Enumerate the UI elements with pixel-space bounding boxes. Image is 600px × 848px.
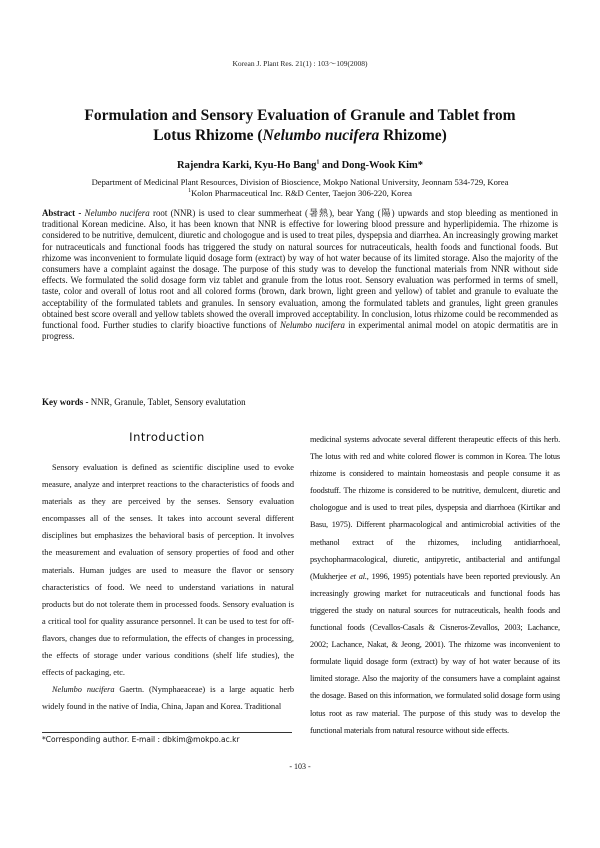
author-list: Rajendra Karki, Kyu-Ho Bang$^1$ and Dong-Wook Kim* — [176, 159, 423, 171]
corresponding-author-footnote: *Corresponding author. E-mail : dbkim@mokpo.ac.kr — [42, 735, 240, 744]
keywords-label: Key words - — [42, 397, 91, 407]
running-head: Korean J. Plant Res. 21(1) : 103～109(2008) — [232, 59, 368, 68]
intro-paragraph-3: medicinal systems advocate several different therapeutic effects of this herb. The lotus with red and white colored flower is common in Korea. The lotus rhizome is considered to maintain homeostasis and people consume it as foodstuff. The rhizome is considered to be nutritive, demulcent, diuretic and chologogue and is used to treat piles, dyspepsia and diarrhoea (Kirtikar and Basu, 1975). Different pharmacological and antimicrobial activities of the methanol extract of the rhizomes, including antidiarrhoeal, psychopharmacological, diuretic, antipyretic, antibacterial and antifungal (Mukherjee et al., 1996, 1995) potentials have been reported previously. An increasingly growing market for nutraceuticals and functional foods has triggered the study on natural sources for nutraceuticals, health foods and functional foods (Cevallos-Casals & Cisneros-Zevallos, 2003; Lachance, 2002; Lachance, Nakat, & Jeong, 2001). The rhizome was inconvenient to formulate liquid dosage form (extract) by way of hot water because of its limited storage. Also the majority of the consumers have a complaint against the dosage. Based on this information, we formulated solid dosage form using lotus root as raw material. The purpose of this study was to develop the functional materials from natural resource without side effects. — [310, 435, 560, 735]
title-line-1: Formulation and Sensory Evaluation of Granule and Tablet from — [84, 107, 516, 124]
section-heading-introduction: Introduction — [129, 430, 205, 444]
abstract: Abstract - Nelumbo nucifera root (NNR) is used to clear summerheat (暑熱), bear Yang (陽) upwards and stop bleeding as mentioned in traditional Korean medicine. Also, it has been known that NNR is effective for lowering blood pressure and hyperlipidemia. The rhizome is considered to be nutritive, demulcent, diuretic and chologogue and is used to treat piles, dyspepsia and diarrhea. An increasingly growing market for nutraceuticals and functional foods has triggered the study on natural sources for nutraceuticals, health foods and functional foods. But rhizome was inconvenient to formulate liquid dosage form (extract) by way of hot water because of its limited storage. Also the majority of the consumers have a complaint against the dosage. The purpose of this study was to develop the functional materials from NNR without side effects. We formulated the solid dosage form viz tablet and granule from the lotus root. Sensory evaluation was performed in terms of smell, taste, color and overall of lotus root and all colored forms (brown, dark brown, light green and yellow) of tablet and granule to evaluate the acceptability of the formulated tablets and granules. In sensory evaluation, among the formulated tablets and granules, light green granules obtained best score overall and yellow tablets showed the overall improved acceptability. In conclusion, lotus rhizome could be recommended as functional food. Further studies to clarify bioactive functions of Nelumbo nucifera in experimental animal model on atopic dermatitis are in progress. — [42, 208, 558, 342]
title-line-2: Lotus Rhizome (Nelumbo nucifera Rhizome) — [153, 127, 447, 144]
right-column — [310, 431, 560, 739]
affiliation-2: $^1$Kolon Pharmaceutical Inc. R&D Center, Taejon 306-220, Korea — [188, 188, 412, 198]
page-number: - 103 - — [289, 762, 311, 771]
intro-paragraph-2: Nelumbo nucifera Gaertn. (Nymphaeaceae) is a large aquatic herb widely found in the native of India, China, Japan and Korea. Traditional — [42, 685, 294, 712]
paper-title — [40, 106, 560, 146]
abstract-label: Abstract - — [42, 208, 85, 218]
intro-paragraph-1: Sensory evaluation is defined as scientific discipline used to evoke measure, analyze and interpret reactions to the characteristics of foods and materials as they are perceived by the senses. Sensory evaluation encompasses all of the senses. It takes into account several different disciplines but emphasizes the behavioral basis of perception. It involves the measurement and evaluation of sensory properties of food and other materials. Human judges are used to measure the flavor or sensory characteristics of food. We need to understand variations in natural products but do not tolerate them in processed foods. Sensory evaluation is a critical tool for quality assurance personnel. It can be used to test for off-flavors, changes due to reformulation, the effects of changes in processing, the effects of storage under various conditions (shelf life studies), the effects of packaging, etc. — [42, 463, 294, 678]
title-species: Nelumbo nucifera — [262, 127, 380, 144]
footnote-divider — [42, 732, 292, 733]
affiliation-1: Department of Medicinal Plant Resources, Division of Bioscience, Mokpo National University, Jeonnam 534-729, Korea — [91, 177, 509, 187]
keywords: Key words - NNR, Granule, Tablet, Sensory evalutation — [42, 397, 246, 407]
left-column — [42, 459, 294, 715]
